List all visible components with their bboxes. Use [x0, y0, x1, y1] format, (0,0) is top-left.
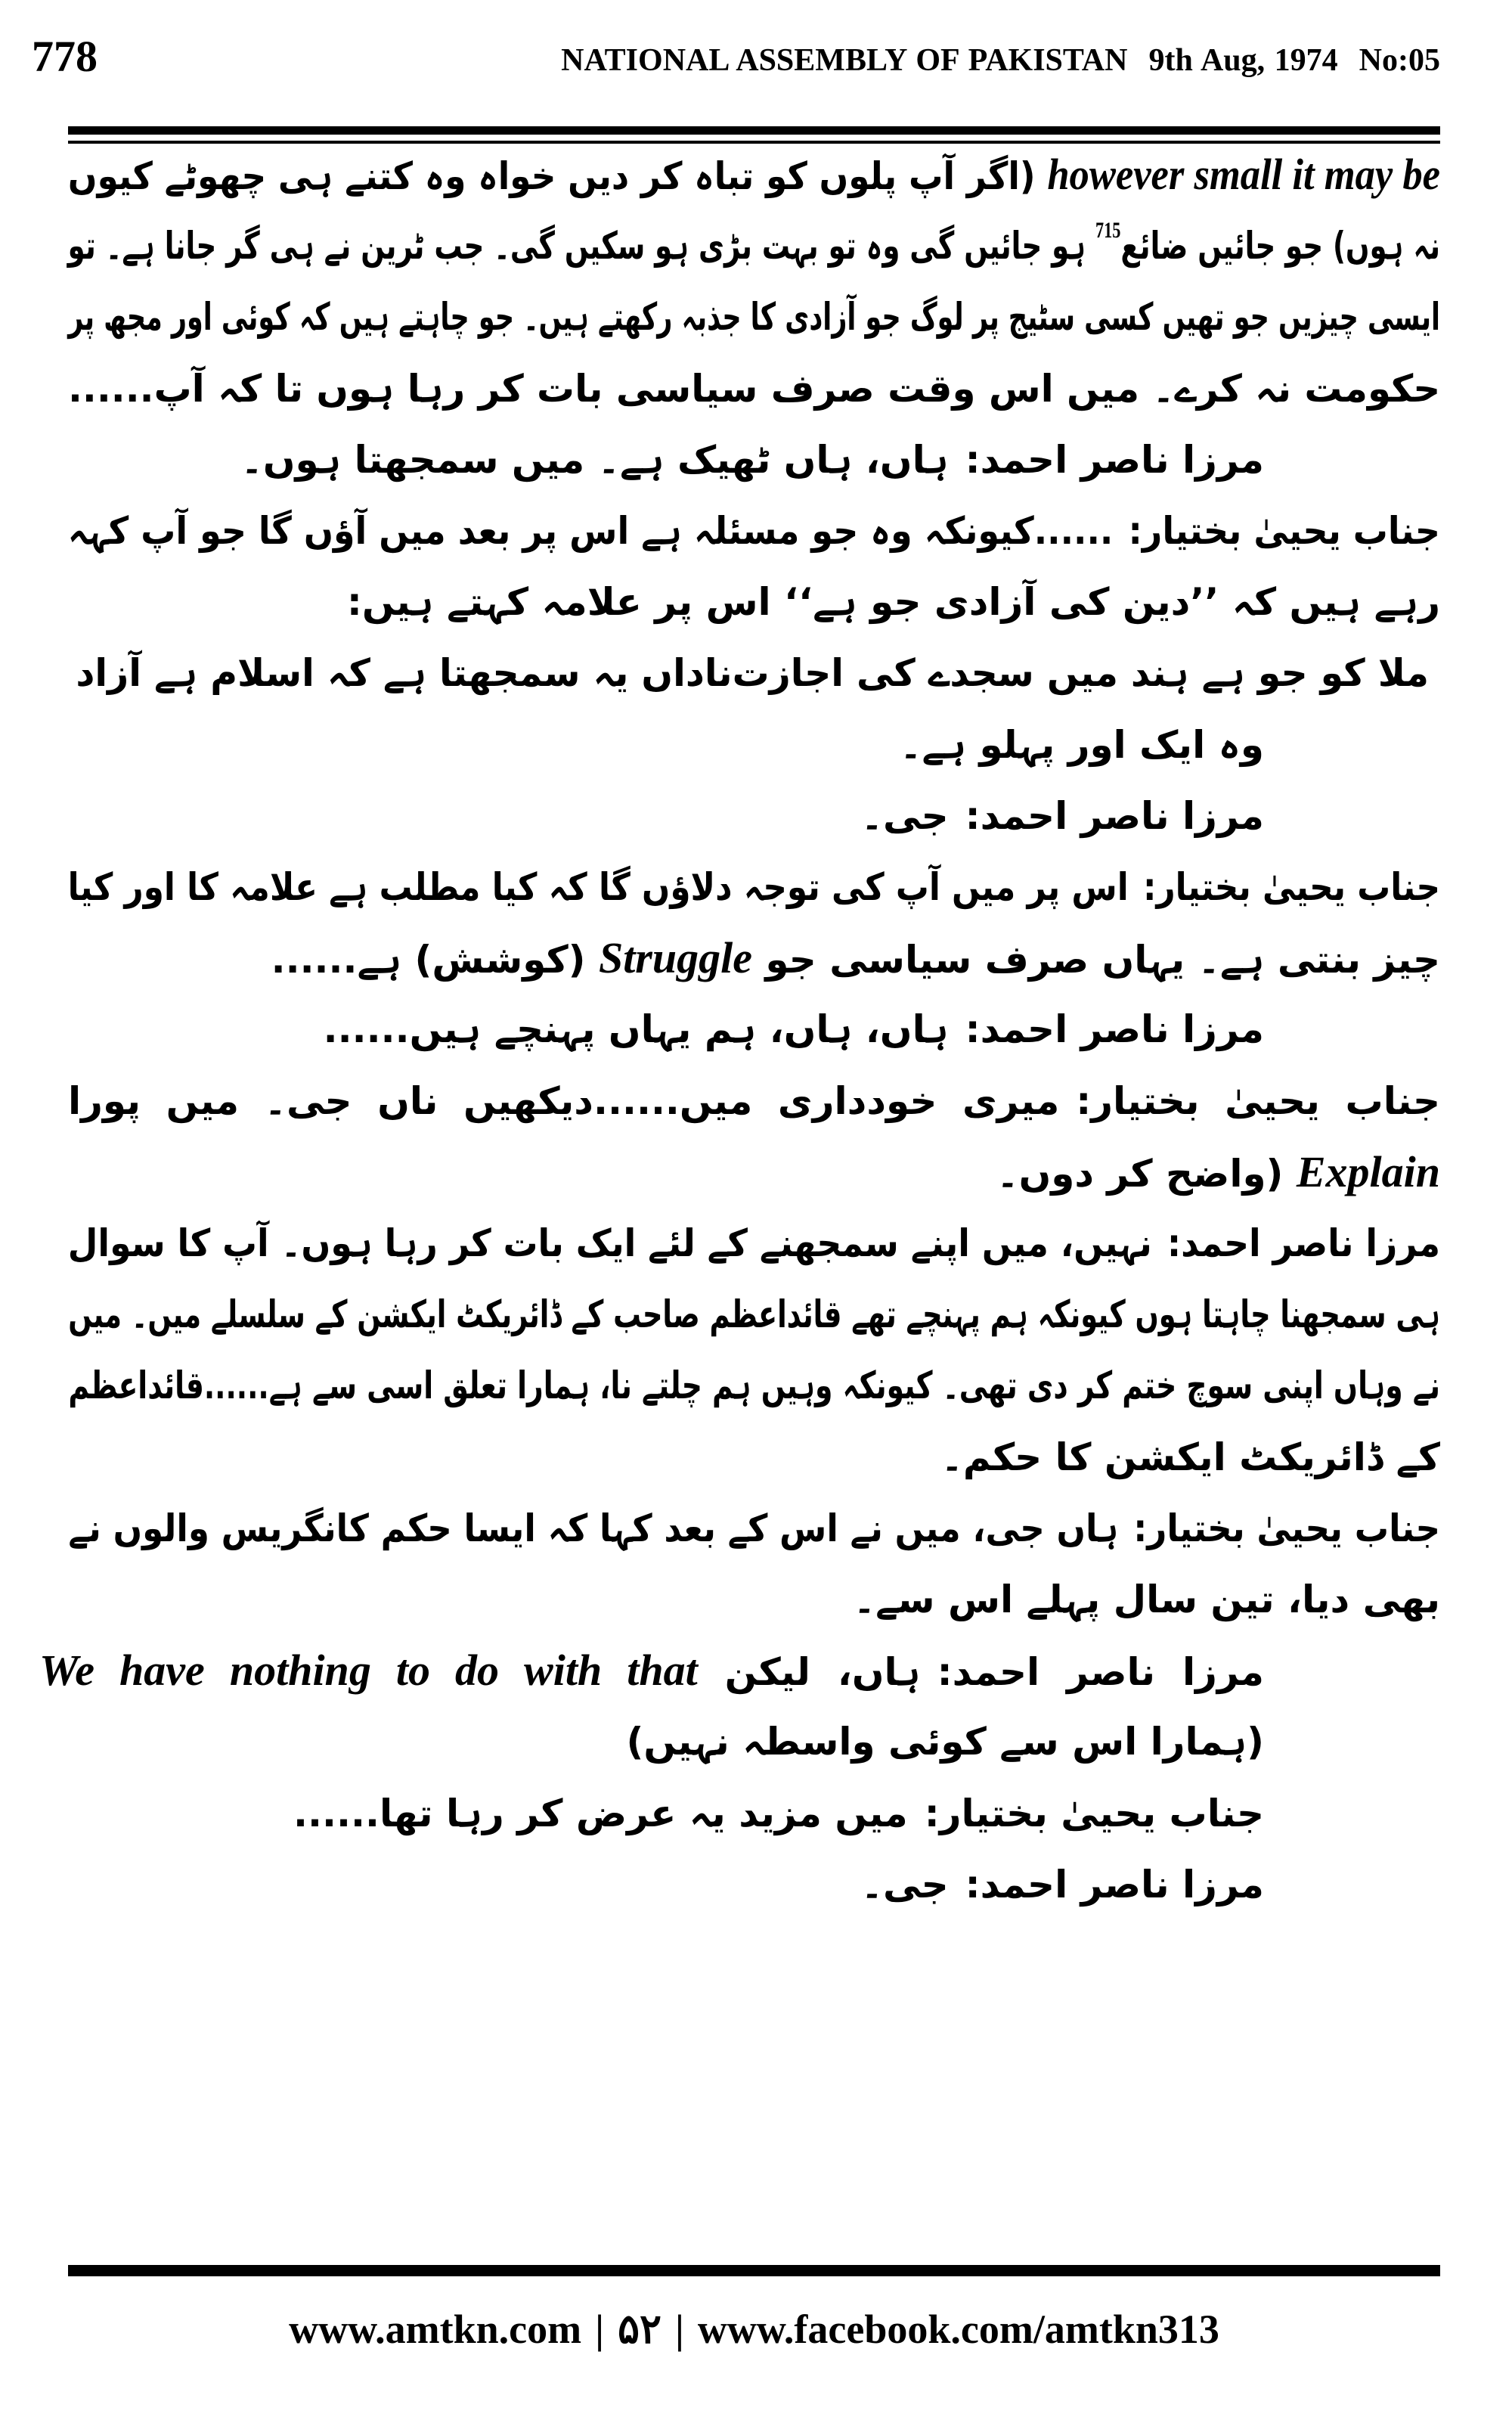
speech-text: اس پر میں آپ کی توجہ دلاؤں گا کہ کیا مطلب ہے علامہ کا اور کیا — [67, 865, 1129, 909]
urdu-text: (کوشش) ہے...... — [271, 938, 599, 982]
speaker-label: مرزا ناصر احمد: — [1167, 1221, 1440, 1265]
text-line: ایسی چیزیں جو تھیں کسی سٹیج پر لوگ جو آزادی کا جذبہ رکھتے ہیں۔ جو چاہتے ہیں کہ کوئی اور مجھ پر — [68, 295, 1440, 339]
facebook-link[interactable]: www.facebook.com/amtkn313 — [697, 2307, 1219, 2352]
english-phrase: Explain — [1296, 1147, 1440, 1196]
speech-line — [861, 780, 1264, 852]
urdu-text: چیز بنتی ہے۔ یہاں صرف سیاسی جو — [752, 938, 1440, 982]
header-rule-thick — [68, 126, 1440, 135]
speech-text: ہاں جی، میں نے اس کے بعد کہا کہ ایسا حکم کانگریس والوں نے — [68, 1506, 1119, 1550]
speech-text: ......کیونکہ وہ جو مسئلہ ہے اس پر بعد میں آؤں گا جو آپ کہہ — [67, 509, 1114, 553]
text-line: وہ ایک اور پہلو ہے۔ — [900, 723, 1264, 767]
speech-text: نہیں، میں اپنے سمجھنے کے لئے ایک بات کر رہا ہوں۔ آپ کا سوال — [67, 1221, 1152, 1265]
running-header — [540, 39, 1440, 82]
speech-line — [324, 994, 1264, 1065]
speaker-label: جناب یحییٰ بختیار: — [1133, 1506, 1440, 1550]
urdu-page-number: ۵۲ — [618, 2307, 662, 2352]
speech-line — [68, 1493, 1440, 1564]
speaker-label: مرزا ناصر احمد: — [965, 794, 1264, 838]
publication-title: NATIONAL ASSEMBLY OF PAKISTAN — [561, 43, 1128, 78]
speech-line — [67, 1208, 1440, 1279]
urdu-text: (اگر آپ پلوں کو تباہ کر دیں خواہ وہ کتنے ہی چھوٹے کیوں — [67, 154, 1048, 198]
verse-hemistich-2: ناداں یہ سمجھتا ہے کہ اسلام ہے آزاد — [76, 651, 733, 695]
speech-text: جی۔ — [860, 794, 949, 838]
poetry-verse — [76, 638, 1429, 709]
text-line — [271, 923, 1440, 994]
footnote-marker: 715 — [1095, 218, 1121, 243]
speaker-label: مرزا ناصر احمد: — [965, 1863, 1264, 1907]
english-phrase: We have nothing to do with that — [39, 1646, 698, 1695]
speaker-label: مرزا ناصر احمد: — [937, 1650, 1264, 1694]
speech-text: ہاں، ہاں، ہم یہاں پہنچے ہیں...... — [323, 1007, 949, 1051]
urdu-text: (واضح کر دوں۔ — [996, 1152, 1297, 1196]
speech-text: ہاں، لیکن — [697, 1650, 921, 1694]
text-line — [67, 139, 1440, 210]
speech-line — [293, 1778, 1264, 1849]
text-line: رہے ہیں کہ ’’دین کی آزادی جو ہے‘‘ اس پر علامہ کہتے ہیں: — [346, 580, 1440, 624]
page-number: 778 — [32, 32, 98, 81]
speech-line — [67, 495, 1440, 566]
speech-text: میری خودداری میں......دیکھیں ناں جی۔ میں پورا — [68, 1079, 1060, 1123]
speaker-label: جناب یحییٰ بختیار: — [1143, 865, 1440, 909]
speech-line — [68, 1066, 1440, 1137]
speaker-label: جناب یحییٰ بختیار: — [1076, 1079, 1440, 1123]
urdu-text: نہ ہوں) جو جائیں ضائع — [1120, 224, 1440, 268]
speaker-label: جناب یحییٰ بختیار: — [1128, 509, 1440, 553]
text-line — [67, 210, 1440, 281]
text-line: حکومت نہ کرے۔ میں اس وقت صرف سیاسی بات کر رہا ہوں تا کہ آپ...... — [67, 367, 1440, 411]
separator: | — [675, 2307, 684, 2352]
session-date: 9th Aug, 1974 — [1148, 43, 1338, 78]
english-phrase: however small it may be — [1047, 150, 1440, 199]
separator: | — [595, 2307, 604, 2352]
footer — [68, 2303, 1440, 2356]
text-line: (ہمارا اس سے کوئی واسطہ نہیں) — [626, 1720, 1264, 1764]
speaker-label: مرزا ناصر احمد: — [965, 438, 1264, 482]
text-line: کے ڈائریکٹ ایکشن کا حکم۔ — [940, 1435, 1440, 1479]
issue-number: No:05 — [1359, 43, 1440, 78]
speech-text: میں مزید یہ عرض کر رہا تھا...... — [293, 1792, 908, 1835]
footer-rule — [68, 2265, 1440, 2276]
speech-line — [67, 852, 1440, 923]
speaker-label: مرزا ناصر احمد: — [965, 1007, 1264, 1051]
speech-line — [241, 424, 1264, 495]
website-link[interactable]: www.amtkn.com — [289, 2307, 582, 2352]
speech-text: ہاں، ہاں ٹھیک ہے۔ میں سمجھتا ہوں۔ — [240, 438, 949, 482]
text-line: نے وہاں اپنی سوچ ختم کر دی تھی۔ کیونکہ وہیں ہم چلتے نا، ہمارا تعلق اسی سے ہے......قائداعظم — [68, 1364, 1441, 1407]
text-line: بھی دیا، تین سال پہلے اس سے۔ — [853, 1578, 1440, 1621]
english-phrase: Struggle — [598, 933, 752, 982]
text-line: ہی سمجھنا چاہتا ہوں کیونکہ ہم پہنچے تھے قائداعظم صاحب کے ڈائریکٹ ایکشن کے سلسلے میں۔ میں — [68, 1292, 1440, 1336]
speech-line — [861, 1849, 1264, 1920]
speech-line — [39, 1635, 1264, 1706]
speech-text: جی۔ — [860, 1863, 949, 1907]
speaker-label: جناب یحییٰ بختیار: — [924, 1792, 1264, 1835]
urdu-text: ہو جائیں گی وہ تو بہت بڑی ہو سکیں گی۔ جب ٹرین نے ہی گر جانا ہے۔ تو — [67, 224, 1096, 268]
text-line — [996, 1137, 1440, 1208]
verse-hemistich-1: ملا کو جو ہے ہند میں سجدے کی اجازت — [732, 651, 1429, 695]
